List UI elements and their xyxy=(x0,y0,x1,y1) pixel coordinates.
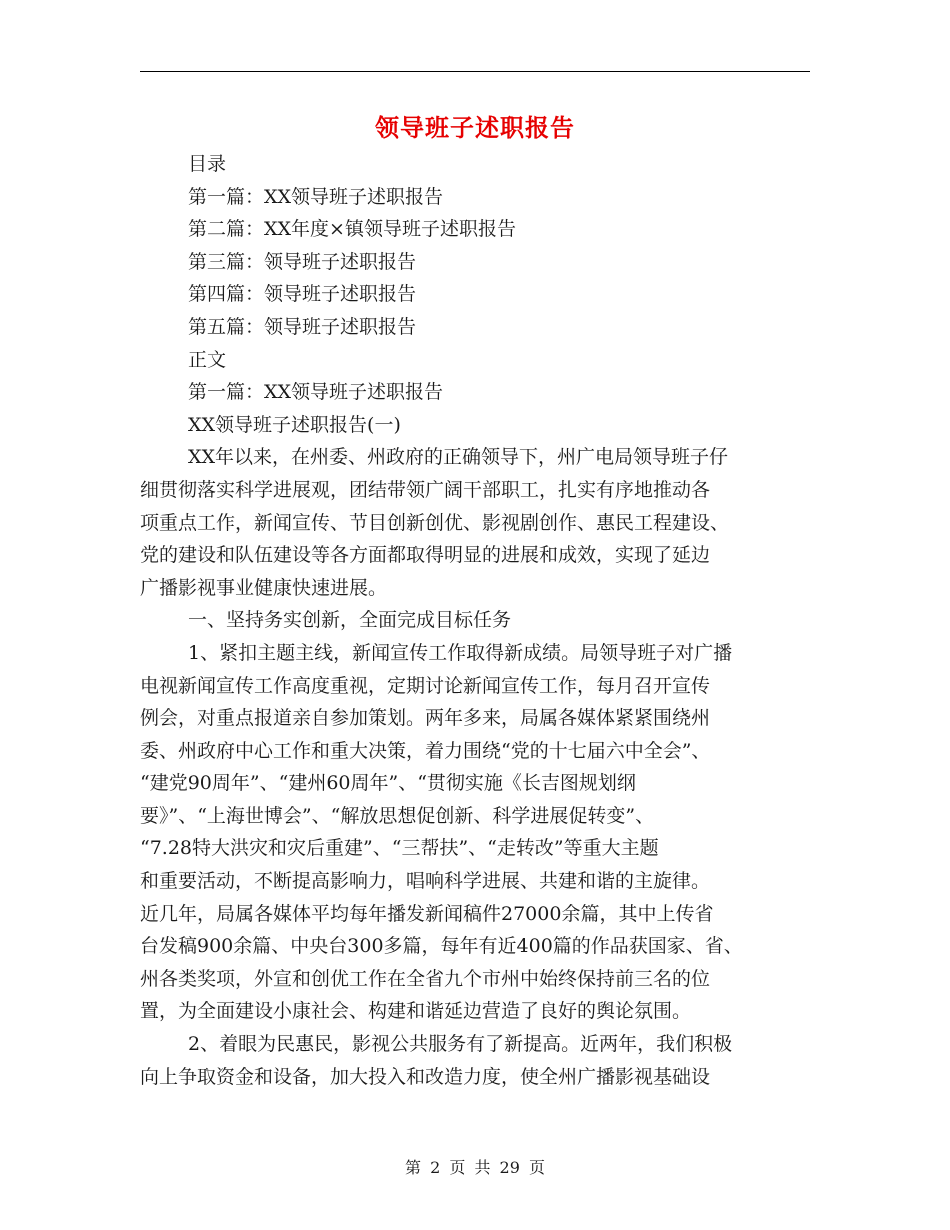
text-line: 细贯彻落实科学进展观，团结带领广阔干部职工，扎实有序地推动各 xyxy=(140,478,711,501)
text-line: “7.28特大洪灾和灾后重建”、“三帮扶”、“走转改”等重大主题 xyxy=(140,837,659,860)
text-line: 第二篇：XX年度×镇领导班子述职报告 xyxy=(188,218,516,241)
text-line: 电视新闻宣传工作高度重视，定期讨论新闻宣传工作，每月召开宣传 xyxy=(140,674,711,697)
text-line: 第一篇：XX领导班子述职报告 xyxy=(188,381,444,404)
text-line: 置，为全面建设小康社会、构建和谐延边营造了良好的舆论氛围。 xyxy=(140,1000,692,1023)
text-line: 委、州政府中心工作和重大决策，着力围绕“党的十七届六中全会”、 xyxy=(140,739,711,762)
text-line: 第五篇：领导班子述职报告 xyxy=(188,315,417,338)
text-line: 州各类奖项，外宣和创优工作在全省九个市州中始终保持前三名的位 xyxy=(140,967,711,990)
text-line: 一、坚持务实创新，全面完成目标任务 xyxy=(188,609,512,632)
text-line: 第四篇：领导班子述职报告 xyxy=(188,283,417,306)
text-line: 和重要活动，不断提高影响力，唱响科学进展、共建和谐的主旋律。 xyxy=(140,870,711,893)
page-footer: 第 2 页 共 29 页 xyxy=(405,1158,545,1177)
text-line: 目录 xyxy=(188,153,227,175)
text-line: 近几年，局属各媒体平均每年播发新闻稿件27000余篇，其中上传省 xyxy=(140,902,714,925)
text-line: 正文 xyxy=(188,348,227,371)
text-line: 第一篇：XX领导班子述职报告 xyxy=(188,185,444,208)
header-rule xyxy=(140,71,810,72)
text-line: 台发稿900余篇、中央台300多篇，每年有近400篇的作品获国家、省、 xyxy=(140,935,743,958)
text-line: 第三篇：领导班子述职报告 xyxy=(188,250,417,273)
text-line: 1、紧扣主题主线，新闻宣传工作取得新成绩。局领导班子对广播 xyxy=(188,641,733,664)
text-line: 党的建设和队伍建设等各方面都取得明显的进展和成效，实现了延边 xyxy=(140,544,711,567)
text-line: 向上争取资金和设备，加大投入和改造力度，使全州广播影视基础设 xyxy=(140,1065,711,1088)
text-line: “建党90周年”、“建州60周年”、“贯彻实施《长吉图规划纲 xyxy=(140,772,636,795)
text-line: 项重点工作，新闻宣传、节目创新创优、影视剧创作、惠民工程建设、 xyxy=(140,511,730,534)
text-line: 广播影视事业健康快速进展。 xyxy=(140,576,388,599)
text-line: 例会，对重点报道亲自参加策划。两年多来，局属各媒体紧紧围绕州 xyxy=(140,707,711,730)
document-body xyxy=(140,148,830,1093)
text-line: 2、着眼为民惠民，影视公共服务有了新提高。近两年，我们积极 xyxy=(188,1033,733,1056)
text-line: XX年以来，在州委、州政府的正确领导下，州广电局领导班子仔 xyxy=(188,446,729,469)
document-title: 领导班子述职报告 xyxy=(375,113,575,142)
text-line: XX领导班子述职报告(一) xyxy=(188,413,401,436)
text-line: 要》”、“上海世博会”、“解放思想促创新、科学进展促转变”、 xyxy=(140,804,655,827)
